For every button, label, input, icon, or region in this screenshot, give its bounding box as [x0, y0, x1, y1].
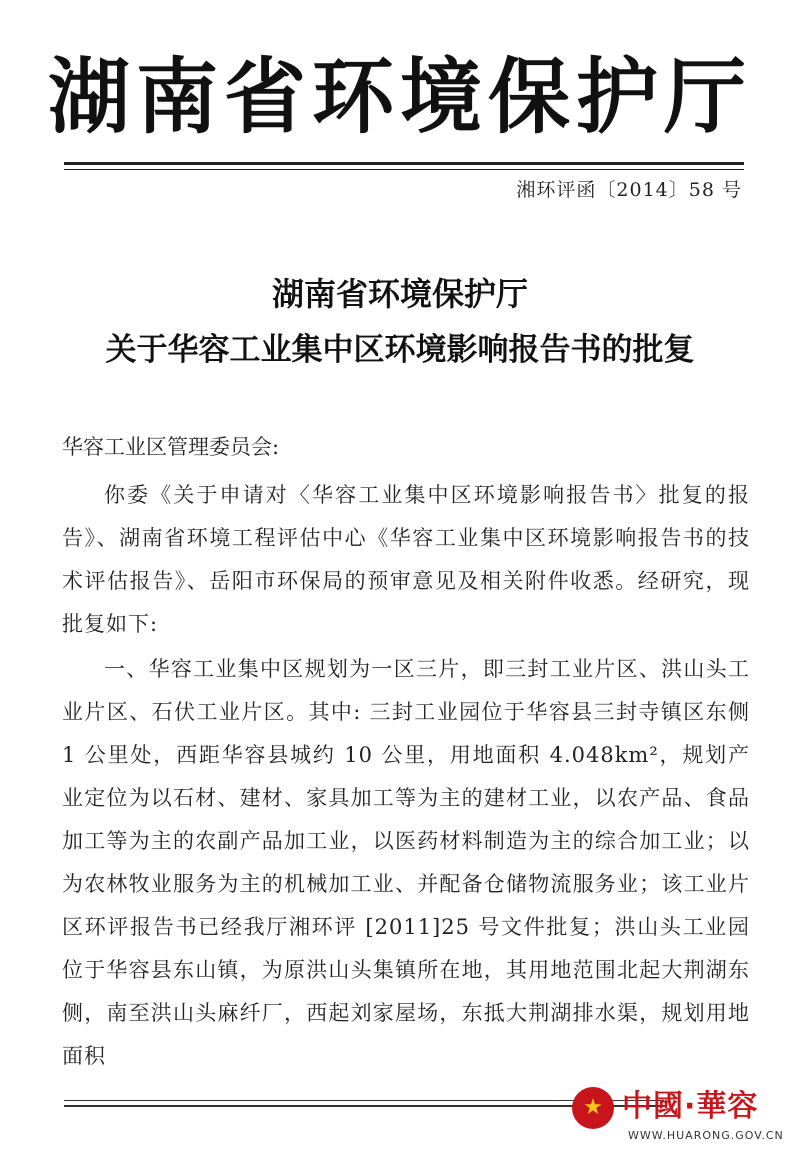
body-paragraph-1: 你委《关于申请对〈华容工业集中区环境影响报告书〉批复的报告》、湖南省环境工程评估中心《华容工业集中区环境影响报告书的技术评估报告》、岳阳市环保局的预审意见及相关附件收悉。经研究，现批复如下:	[62, 483, 750, 636]
watermark-url: WWW.HUARONG.GOV.CN	[628, 1129, 784, 1142]
addressee: 华容工业区管理委员会:	[62, 435, 280, 459]
agency-masthead: 湖南省环境保护厅	[47, 50, 752, 145]
site-watermark	[572, 1085, 792, 1145]
document-title-line-2: 关于华容工业集中区环境影响报告书的批复	[105, 332, 695, 368]
document-number: 湘环评函〔2014〕58 号	[516, 179, 742, 201]
watermark-logo-text: 中國·華容	[622, 1089, 759, 1124]
document-title-line-1: 湖南省环境保护厅	[271, 275, 528, 313]
body-paragraph-2: 一、华容工业集中区规划为一区三片，即三封工业片区、洪山头工业片区、石伏工业片区。其中: 三封工业园位于华容县三封寺镇区东侧 1 公里处，西距华容县城约 10 公里，用地面积 4.048km²，规划产业定位为以石材、建材、家具加工等为主的建材工业，以农产品、食品加工等为主的农副产品加工业，以医药材料制造为主的综合加工业；以为农林牧业服务为主的机械加工业、并配备仓储物流服务业；该工业片区环评报告书已经我厅湘环评 [2011]25 号文件批复；洪山头工业园位于华容县东山镇，为原洪山头集镇所在地，其用地范围北起大荆湖东侧，南至洪山头麻纤厂，西起刘家屋场，东抵大荆湖排水渠，规划用地面积	[62, 657, 750, 1068]
header-double-rule	[64, 162, 744, 170]
national-emblem-icon: ★	[572, 1087, 614, 1129]
